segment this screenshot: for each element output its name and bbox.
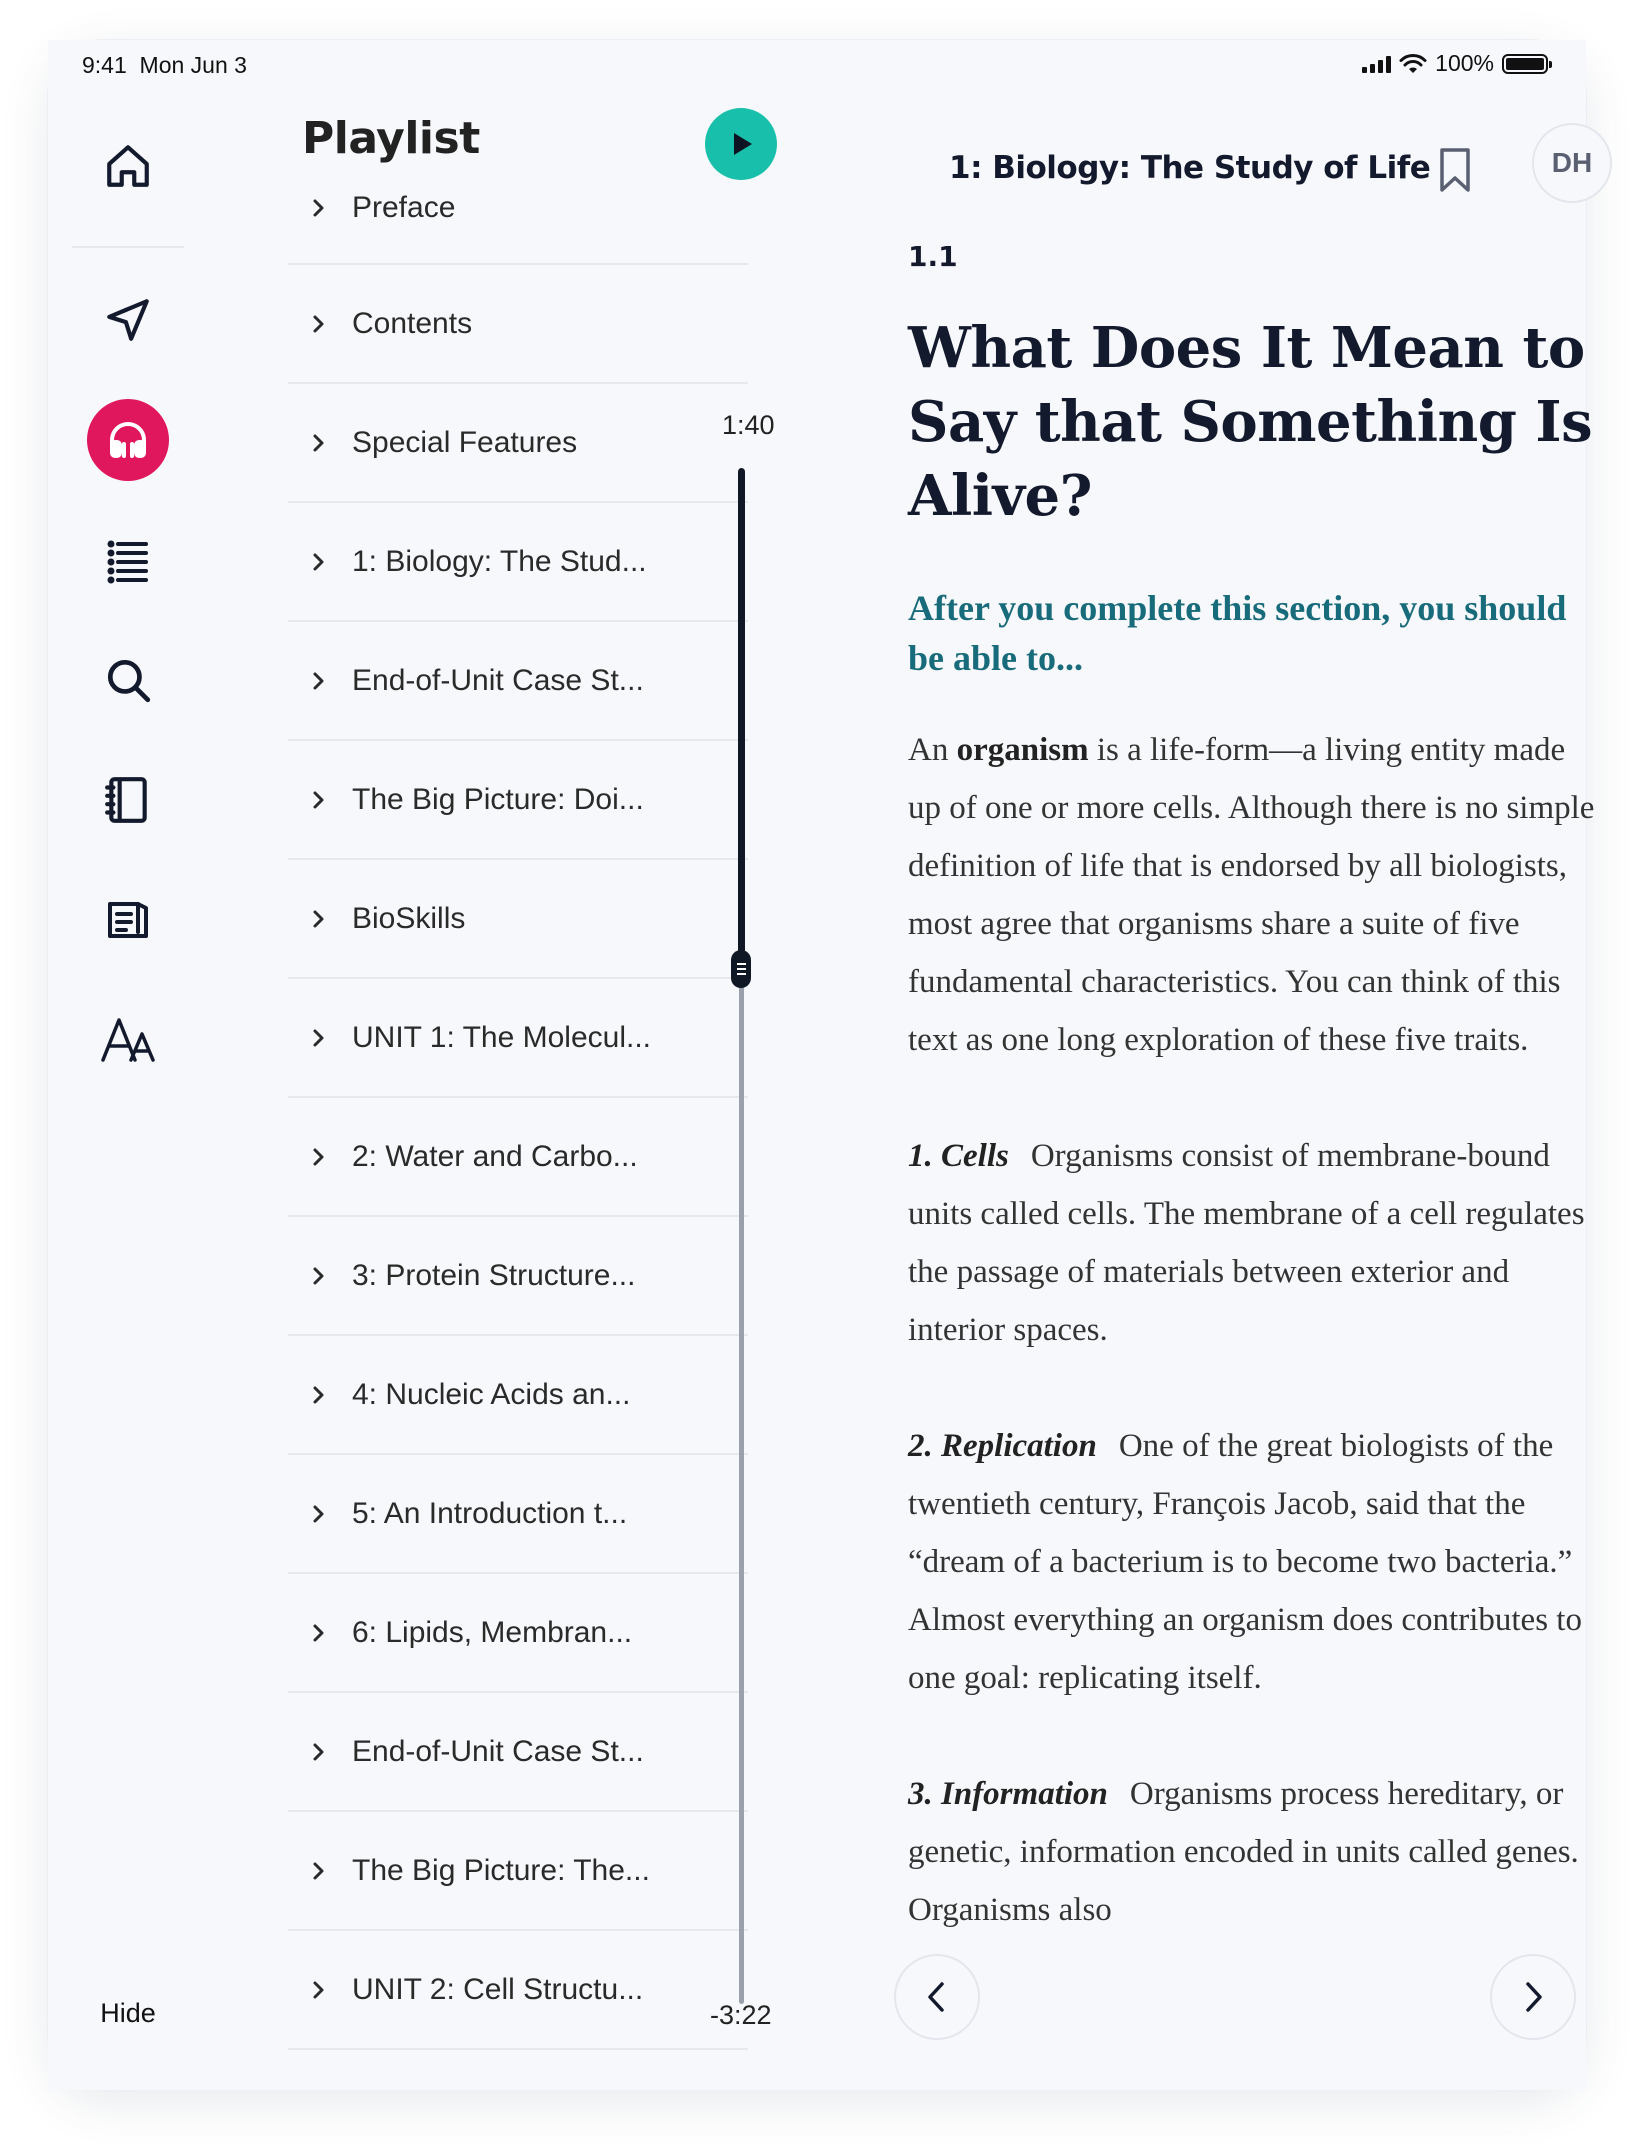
rail-divider xyxy=(72,246,184,248)
chevron-left-icon xyxy=(919,1979,955,2015)
chevron-right-icon[interactable] xyxy=(288,1742,348,1762)
playlist-item-label: 1: Biology: The Stud... xyxy=(352,544,647,578)
playlist-item-label: 4: Nucleic Acids an... xyxy=(352,1377,631,1411)
trait-term: 2. Replication xyxy=(908,1428,1097,1464)
playlist-item[interactable] xyxy=(288,979,748,1098)
status-time: 9:41 Mon Jun 3 xyxy=(82,52,247,78)
nav-rail xyxy=(48,40,209,2090)
list-icon[interactable] xyxy=(82,514,174,606)
wifi-icon xyxy=(1399,53,1427,75)
trait-text: One of the great biologists of the twentieth century, François Jacob, said that the “dream of a bacterium is to become two bacteria.” Almost everything an organism does contributes to one goal: replicating itself. xyxy=(908,1428,1582,1696)
playlist-item-label: 2: Water and Carbo... xyxy=(352,1139,638,1173)
trait-paragraph xyxy=(908,1127,1598,1359)
elapsed-time: 1:40 xyxy=(722,410,775,440)
learning-objectives-link[interactable]: After you complete this section, you should be able to... xyxy=(908,588,1567,678)
tablet-screen xyxy=(48,40,1595,2090)
progress-track-elapsed xyxy=(738,468,745,968)
playlist-item-label: The Big Picture: Doi... xyxy=(352,782,644,816)
playlist-item[interactable] xyxy=(288,1931,748,2050)
playlist-item-label: BioSkills xyxy=(352,901,466,935)
chevron-right-icon[interactable] xyxy=(288,671,348,691)
reading-content xyxy=(908,240,1598,1997)
avatar[interactable]: DH xyxy=(1532,123,1612,203)
notebook-icon[interactable] xyxy=(82,754,174,846)
chevron-right-icon[interactable] xyxy=(288,790,348,810)
hide-button[interactable]: Hide xyxy=(100,1998,156,2028)
playlist-item[interactable] xyxy=(288,1455,748,1574)
playlist-item-label: 3: Protein Structure... xyxy=(352,1258,636,1292)
chevron-right-icon[interactable] xyxy=(288,1385,348,1405)
previous-page-button[interactable] xyxy=(894,1954,980,2040)
playlist-item-label: UNIT 2: Cell Structu... xyxy=(352,1972,644,2006)
section-number: 1.1 xyxy=(908,240,958,273)
playlist-panel xyxy=(208,40,813,2090)
trait-paragraph xyxy=(908,1417,1598,1707)
chevron-right-icon[interactable] xyxy=(288,198,348,218)
playlist-item[interactable] xyxy=(288,384,748,503)
playlist-item-label: Preface xyxy=(352,190,456,224)
playlist-item[interactable] xyxy=(288,1098,748,1217)
playlist-item[interactable] xyxy=(288,622,748,741)
chevron-right-icon[interactable] xyxy=(288,314,348,334)
playlist-item[interactable] xyxy=(288,1336,748,1455)
search-icon[interactable] xyxy=(82,634,174,726)
playlist-item[interactable] xyxy=(288,1574,748,1693)
playlist-item-label: UNIT 1: The Molecul... xyxy=(352,1020,652,1054)
trait-paragraph xyxy=(908,1765,1598,1939)
playlist-item-label: 6: Lipids, Membran... xyxy=(352,1615,633,1649)
playlist-item[interactable] xyxy=(288,741,748,860)
chevron-right-icon[interactable] xyxy=(288,1861,348,1881)
playlist-item-label: End-of-Unit Case St... xyxy=(352,1734,644,1768)
chevron-right-icon[interactable] xyxy=(288,433,348,453)
playlist-item[interactable] xyxy=(288,1693,748,1812)
battery-percent: 100% xyxy=(1435,50,1494,76)
signal-icon xyxy=(1362,55,1391,73)
traits-list xyxy=(908,1127,1598,1939)
playlist-item[interactable] xyxy=(288,265,748,384)
bookmark-icon[interactable] xyxy=(1437,146,1473,199)
chevron-right-icon[interactable] xyxy=(288,1980,348,2000)
progress-scrubber[interactable] xyxy=(731,950,751,988)
battery-icon xyxy=(1502,54,1548,74)
chevron-right-icon[interactable] xyxy=(288,909,348,929)
playlist-item-label: Contents xyxy=(352,306,473,340)
text-size-icon[interactable] xyxy=(82,994,174,1086)
trait-term: 1. Cells xyxy=(908,1138,1009,1174)
play-button[interactable] xyxy=(705,108,777,180)
playlist-item-label: 5: An Introduction t... xyxy=(352,1496,628,1530)
trait-text: Organisms process hereditary, or genetic, information encoded in units called genes. Organisms also xyxy=(908,1776,1579,1928)
chevron-right-icon[interactable] xyxy=(288,1623,348,1643)
chapter-title[interactable]: 1: Biology: The Study of Life xyxy=(949,150,1431,186)
section-heading: What Does It Mean to Say that Something Is Alive? xyxy=(908,315,1593,529)
playlist-item-label: End-of-Unit Case St... xyxy=(352,663,644,697)
playlist-item-label: The Big Picture: The... xyxy=(352,1853,650,1887)
status-bar xyxy=(48,40,1586,90)
playlist-item-label: Special Features xyxy=(352,425,578,459)
reader-pane xyxy=(814,40,1595,2090)
play-icon xyxy=(726,129,756,159)
chevron-right-icon[interactable] xyxy=(288,552,348,572)
next-page-button[interactable] xyxy=(1490,1954,1576,2040)
trait-text: Organisms consist of membrane-bound units called cells. The membrane of a cell regulates the passage of materials between exterior and interior spaces. xyxy=(908,1138,1585,1348)
playlist-item[interactable] xyxy=(288,190,748,265)
playlist-item[interactable] xyxy=(288,1217,748,1336)
notes-icon[interactable] xyxy=(82,874,174,966)
chevron-right-icon xyxy=(1515,1979,1551,2015)
trait-term: 3. Information xyxy=(908,1776,1108,1812)
chevron-right-icon[interactable] xyxy=(288,1266,348,1286)
playlist-item[interactable] xyxy=(288,860,748,979)
playlist-item[interactable] xyxy=(288,503,748,622)
progress-track-remaining[interactable] xyxy=(739,968,744,2004)
headphones-icon[interactable] xyxy=(82,394,174,486)
status-indicators xyxy=(1362,50,1548,77)
home-icon[interactable] xyxy=(82,120,174,212)
intro-paragraph: An organism is a life-form—a living entity made up of one or more cells. Although there is no simple definition of life that is endorsed by all biologists, most agree that organisms share a suite of five fundamental characteristics. You can think of this text as one long exploration of these five traits. xyxy=(908,732,1595,1058)
remaining-time: -3:22 xyxy=(710,2000,772,2030)
chevron-right-icon[interactable] xyxy=(288,1504,348,1524)
playlist-item[interactable] xyxy=(288,1812,748,1931)
chevron-right-icon[interactable] xyxy=(288,1147,348,1167)
term-organism: organism xyxy=(956,732,1089,768)
playlist-title: Playlist xyxy=(302,113,480,164)
navigate-icon[interactable] xyxy=(82,274,174,366)
chevron-right-icon[interactable] xyxy=(288,1028,348,1048)
reader-header xyxy=(814,120,1593,210)
playlist-list xyxy=(288,190,748,2090)
